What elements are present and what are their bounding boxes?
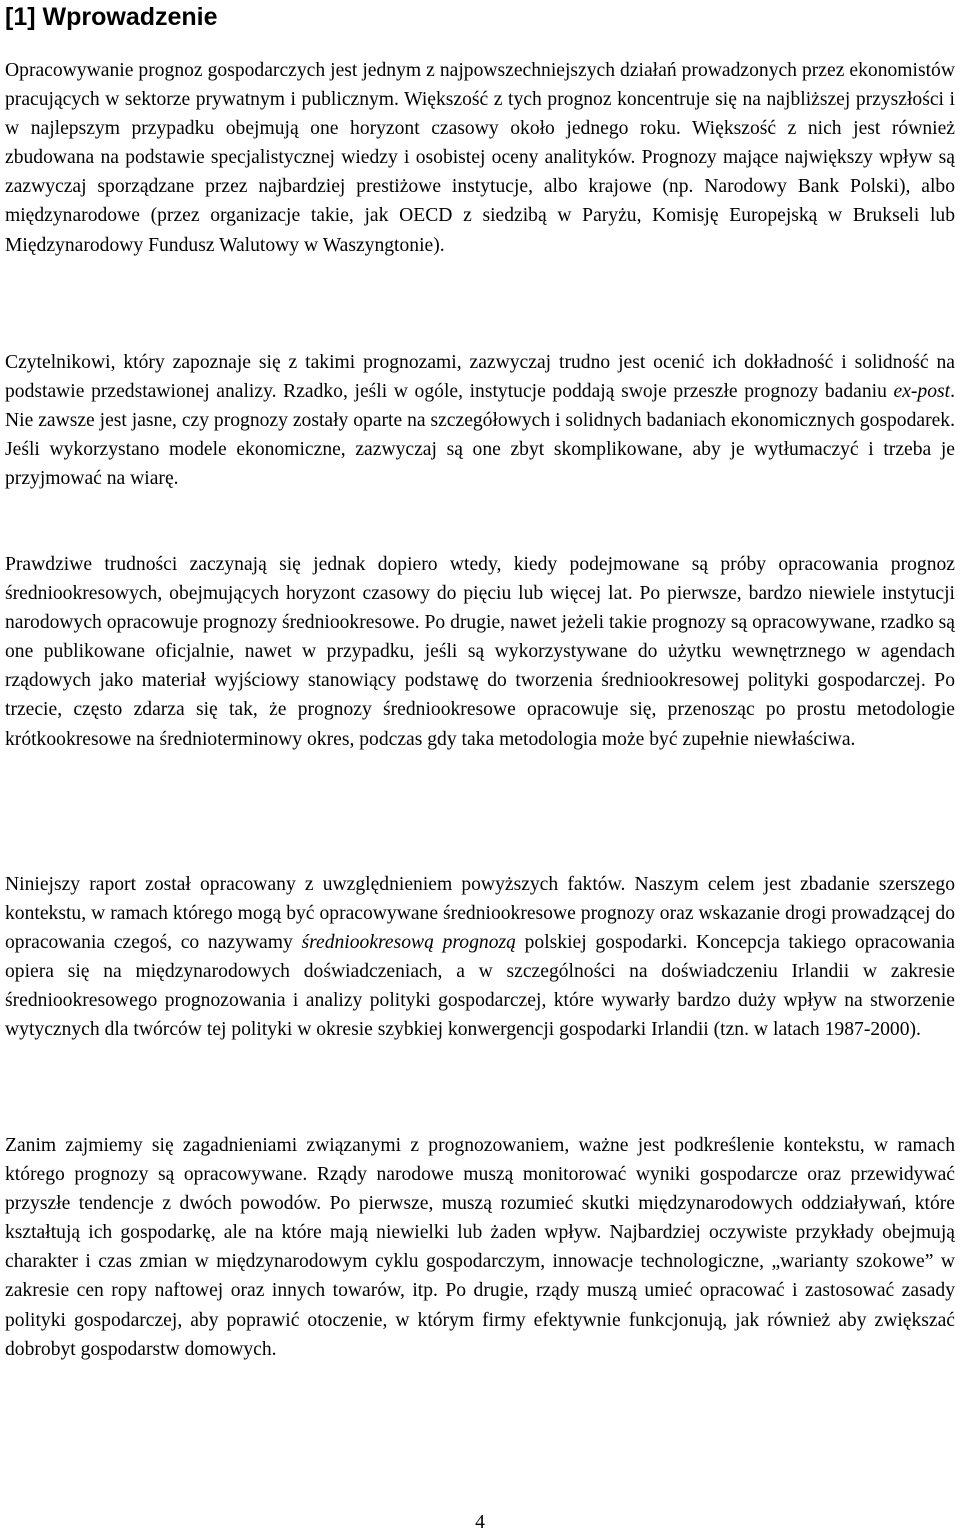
section-heading: [1] Wprowadzenie bbox=[5, 3, 218, 31]
paragraph-2 bbox=[5, 348, 955, 493]
paragraph-4 bbox=[5, 870, 955, 1045]
paragraph-1 bbox=[5, 56, 955, 260]
paragraph-5 bbox=[5, 1131, 955, 1364]
paragraph-5-text: Zanim zajmiemy się zagadnieniami związanymi z prognozowaniem, ważne jest podkreślenie kontekstu, w ramach którego prognozy są opracowywane. Rządy narodowe muszą monitorować wyniki gospodarcze oraz przewidywać przyszłe tendencje z dwóch powodów. Po pierwsze, muszą rozumieć skutki międzynarodowych oddziaływań, które kształtują ich gospodarkę, ale na które mają niewielki lub żaden wpływ. Najbardziej oczywiste przykłady obejmują charakter i czas zmian w międzynarodowym cyklu gospodarczym, innowacje technologiczne, „warianty szokowe” w zakresie cen ropy naftowej oraz innych towarów, itp. Po drugie, rządy muszą umieć opracować i zastosować zasady polityki gospodarczej, aby poprawić otoczenie, w którym firmy efektywnie funkcjonują, jak również aby zwiększać dobrobyt gospodarstw domowych. bbox=[5, 1135, 955, 1360]
paragraph-2-text-a: Czytelnikowi, który zapoznaje się z takimi prognozami, zazwyczaj trudno jest ocenić ich dokładność i solidność na podstawie przedstawionej analizy. Rzadko, jeśli w ogóle, instytucje poddają swoje przeszłe prognozy badaniu bbox=[5, 352, 955, 403]
paragraph-4-text-a: Niniejszy raport został opracowany z uwzględnieniem powyższych faktów. Naszym celem jest zbadanie szerszego kontekstu, w ramach którego mogą być opracowywane średniookresowe prognozy oraz wskazanie drogi prowadzącej do opracowania czegoś, co nazywamy bbox=[5, 874, 955, 954]
paragraph-2-text-b: . Nie zawsze jest jasne, czy prognozy zostały oparte na szczegółowych i solidnych badaniach ekonomicznych gospodarek. Jeśli wykorzystano modele ekonomiczne, zazwyczaj są one zbyt skomplikowane, aby je wytłumaczyć i trzeba je przyjmować na wiarę. bbox=[5, 381, 955, 490]
paragraph-3-text: Prawdziwe trudności zaczynają się jednak dopiero wtedy, kiedy podejmowane są próby opracowania prognoz średniookresowych, obejmujących horyzont czasowy do pięciu lub więcej lat. Po pierwsze, bardzo niewiele instytucji narodowych opracowuje prognozy średniookresowe. Po drugie, nawet jeżeli takie prognozy są opracowywane, rzadko są one publikowane oficjalnie, nawet w przypadku, jeśli są wykorzystywane do użytku wewnętrznego w agendach rządowych jako materiał wyjściowy stanowiący podstawę do tworzenia średniookresowej polityki gospodarczej. Po trzecie, często zdarza się tak, że prognozy średniookresowe opracowuje się, przenosząc po prostu metodologie krótkookresowe na średnioterminowy okres, podczas gdy taka metodologia może być zupełnie niewłaściwa. bbox=[5, 554, 955, 750]
paragraph-1-text: Opracowywanie prognoz gospodarczych jest jednym z najpowszechniejszych działań prowadzonych przez ekonomistów pracujących w sektorze prywatnym i publicznym. Większość z tych prognoz koncentruje się na najbliższej przyszłości i w najlepszym przypadku obejmują one horyzont czasowy około jednego roku. Większość z nich jest również zbudowana na podstawie specjalistycznej wiedzy i osobistej oceny analityków. Prognozy mające największy wpływ są zazwyczaj sporządzane przez najbardziej prestiżowe instytucje, albo krajowe (np. Narodowy Bank Polski), albo międzynarodowe (przez organizacje takie, jak OECD z siedzibą w Paryżu, Komisję Europejską w Brukseli lub Międzynarodowy Fundusz Walutowy w Waszyngtonie). bbox=[5, 60, 955, 256]
paragraph-3 bbox=[5, 550, 955, 754]
page-number: 4 bbox=[475, 1512, 485, 1533]
paragraph-4-text-b: polskiej gospodarki. Koncepcja takiego opracowania opiera się na międzynarodowych doświadczeniach, a w szczególności na doświadczeniu Irlandii w zakresie średniookresowego prognozowania i analizy polityki gospodarczej, które wywarły bardzo duży wpływ na stworzenie wytycznych dla twórców tej polityki w okresie szybkiej konwergencji gospodarki Irlandii (tzn. w latach 1987-2000). bbox=[5, 932, 955, 1041]
paragraph-2-italic-term: ex-post bbox=[893, 381, 951, 403]
paragraph-4-italic-term: średniookresową prognozą bbox=[301, 932, 516, 954]
